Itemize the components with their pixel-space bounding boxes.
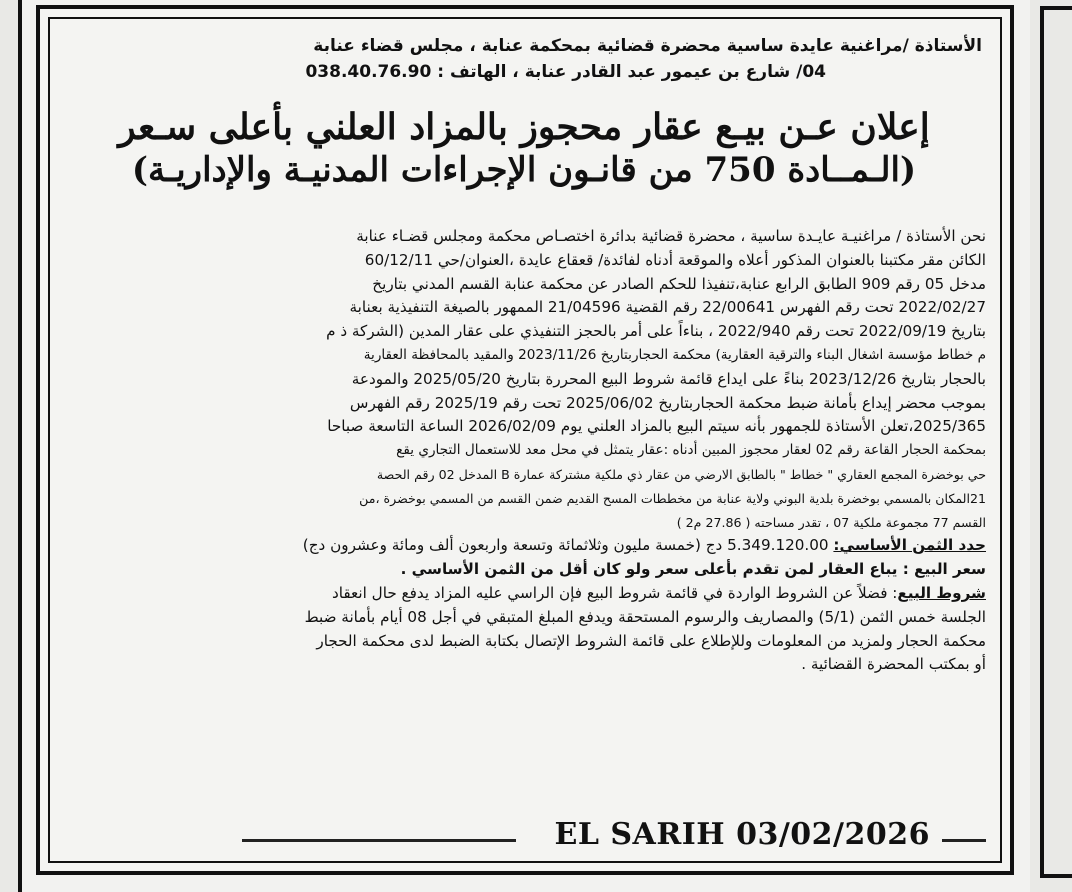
body-line: بالحجار بتاريخ 2023/12/26 بناءً على ايداع قائمة شروط البيع المحررة بتاريخ 2025/05/20 والمودعة	[351, 369, 986, 388]
body-line: 2022/02/27 تحت رقم الفهرس 22/00641 رقم القضية 21/04596 الممهور بالصيغة التنفيذية بعنابة	[349, 298, 986, 317]
body-line: الكائن مقر مكتبنا بالعنوان المذكور أعلاه والموقعة أدناه لفائدة/ قعقاع عايدة ،العنوان/حي 60/12/11	[364, 250, 986, 269]
price-label: حدد الثمن الأساسي:	[833, 536, 986, 555]
price-value: 5.349.120.00 دج (خمسة مليون وثلاثمائة وتسعة واربعون ألف ومائة وعشرون دج)	[302, 536, 834, 555]
terms-label: شروط البيع	[897, 583, 986, 602]
body-line: 21المكان بالمسمي بوخضرة بلدية البوني ولاية عنابة من مخططات المسح القديم ضمن القسم من المسمي بوخضرة ،من	[359, 490, 986, 506]
body-line: بتاريخ 2022/09/19 تحت رقم 2022/940 ، بناءاً على أمر بالحجز التنفيذي على عقار المدين (الشركة ذ م	[326, 322, 986, 341]
bailiff-header: الأستاذة /مراغنية عايدة ساسية محضرة قضائية بمحكمة عنابة ، مجلس قضاء عنابة	[313, 36, 982, 56]
body-line: الجلسة خمس الثمن (5/1) والمصاريف والرسوم المستحقة ويدفع المبلغ المتبقي في أجل 08 أيام بأمانة ضبط	[304, 607, 986, 626]
bailiff-address: 04/ شارع بن عيمور عبد القادر عنابة ، الهاتف : 038.40.76.90	[305, 62, 826, 82]
announcement-content	[62, 33, 986, 871]
body-line: 2025/365،تعلن الأستاذة للجمهور بأنه سيتم البيع بالمزاد العلني يوم 2026/02/09 الساعة التاسعة صباحا	[327, 417, 986, 436]
newspaper-signature: EL SARIH 03/02/2026	[554, 817, 930, 852]
footer	[242, 817, 986, 857]
footer-rule-left	[242, 839, 516, 842]
announcement-title: إعلان عـن بيـع عقار محجوز بالمزاد العلني بأعلى سـعر	[118, 106, 930, 148]
body-line: أو بمكتب المحضرة القضائية .	[801, 655, 986, 674]
body-line: مدخل 05 رقم 909 الطابق الرابع عنابة،تنفيذا للحكم الصادر عن محكمة عنابة القسم المدني بتاريخ	[372, 274, 986, 293]
terms-text: : فضلاً عن الشروط الواردة في قائمة شروط البيع فإن الراسي عليه المزاد يدفع حال انعقاد	[331, 583, 898, 602]
price-line	[62, 534, 986, 558]
adjacent-column-right	[1030, 0, 1072, 892]
body-line: م خطاط مؤسسة اشغال البناء والترقية العقارية) محكمة الحجاربتاريخ 2023/11/26 والمقيد بالمحافظة العقارية	[363, 346, 986, 363]
footer-rule-right	[942, 839, 986, 842]
sale-price-rule: سعر البيع : يباع العقار لمن تقدم بأعلى سعر ولو كان أقل من الثمن الأساسي .	[400, 560, 986, 579]
body-line: حي بوخضرة المجمع العقاري " خطاط " بالطابق الارضي من عقار ذي ملكية مشتركة عمارة B المدخل 02 رقم الحصة	[376, 466, 986, 482]
body-line: نحن الأستاذة / مراغنيـة عايـدة ساسية ، محضرة قضائية بدائرة اختصـاص محكمة ومجلس قضـاء عنابة	[356, 227, 986, 245]
announcement-subtitle: (الـمــادة 750 من قانـون الإجراءات المدنيـة والإداريـة)	[131, 150, 917, 190]
announcement-body	[62, 225, 986, 677]
body-line: محكمة الحجار ولمزيد من المعلومات وللإطلاع على قائمة الشروط الإتصال بكتابة الضبط لدى محكمة الحجار	[316, 631, 986, 650]
body-line: القسم 77 مجموعة ملكية 07 ، تقدر مساحته ( 27.86 م2 )	[676, 514, 986, 530]
body-line: بموجب محضر إيداع بأمانة ضبط محكمة الحجاربتاريخ 2025/06/02 تحت رقم 2025/19 رقم الفهرس	[349, 393, 986, 412]
body-line: بمحكمة الحجار القاعة رقم 02 لعقار محجوز المبين أدناه :عقار يتمثل في محل معد للاستعمال التجاري يقع	[396, 442, 986, 459]
adjacent-column-left	[0, 0, 22, 892]
terms-line	[62, 582, 986, 606]
announcement-frame	[36, 5, 1014, 875]
